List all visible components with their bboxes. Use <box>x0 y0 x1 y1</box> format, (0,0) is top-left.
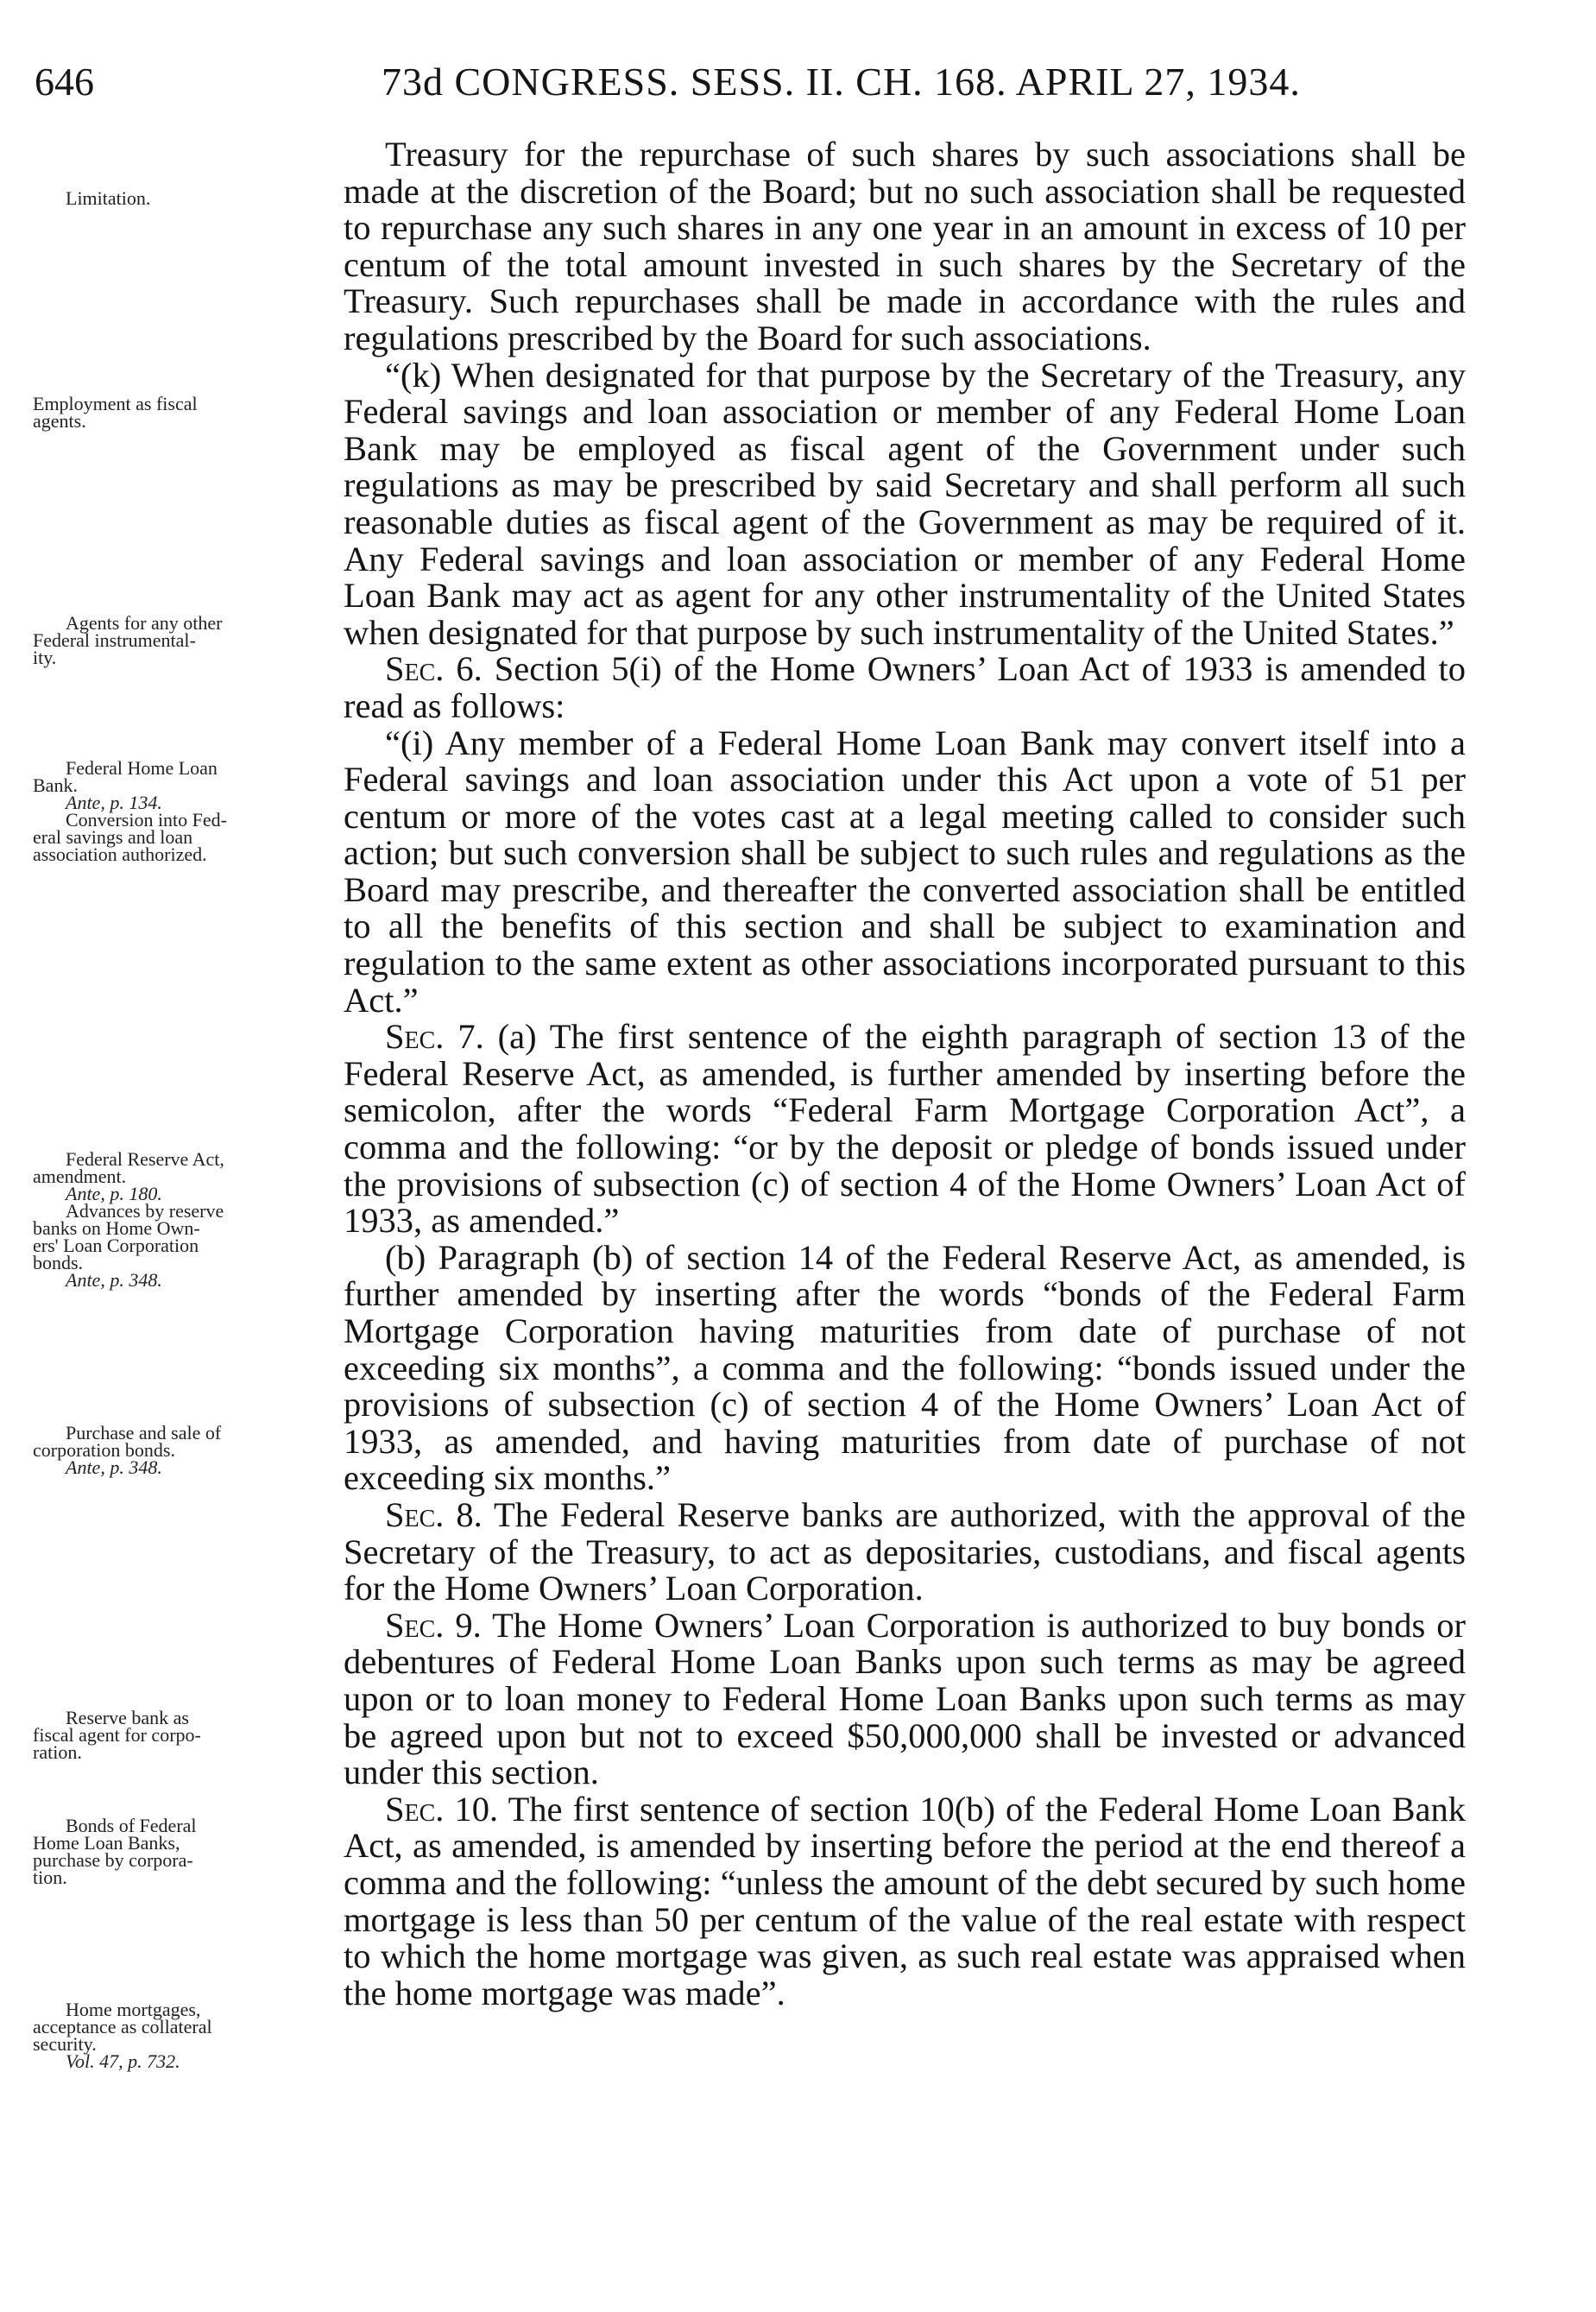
page-number: 646 <box>35 60 94 104</box>
section-label: Sec. 6. <box>385 649 483 689</box>
paragraph-repurchase: Treasury for the repurchase of such shares by such associations shall be made at the discretion of the Board; but no such association shall be requested to repurchase any such shares in any one year in an amount in excess of 10 per centum of the total amount invested in such shares by the Secretary of the Treasury. Such repurchases shall be made in accordance with the rules and regulations prescribed by the Board for such associations. <box>344 135 1466 357</box>
paragraph-b-section-14: (b) Paragraph (b) of section 14 of the Federal Reserve Act, as amended, is further amended by inserting after the words “bonds of the Federal Farm Mortgage Corporation having maturities from date of purchase of not exceeding six months”, a comma and the following: “bonds issued under the provisions of subsection (c) of section 4 of the Home Owners’ Loan Act of 1933, as amended, and having maturities from date of purchase of not exceeding six months.” <box>344 1237 1466 1498</box>
margin-note-fiscal-agents: Employment as fiscal agents. <box>33 393 198 432</box>
section-label: Sec. 8. <box>385 1494 483 1534</box>
statute-text <box>344 136 1466 2012</box>
margin-note-purchase: Purchase and sale of corporation bonds. Ante, p. 348. <box>33 1422 222 1478</box>
margin-note-limitation: Limitation. <box>66 187 151 209</box>
section-7: Sec. 7. (a) The first sentence of the eighth paragraph of section 13 of the Federal Reserve Act, as amended, is further amended by inserting before the semicolon, after the words “Federal Farm Mortgage Corporation Act”, a comma and the following: “or by the deposit or pledge of bonds issued under the provisions of subsection (c) of section 4 of the Home Owners’ Loan Act of 1933, as amended.” <box>344 1017 1467 1241</box>
margin-note-bonds: Bonds of Federal Home Loan Banks, purchase by corpora- tion. <box>33 1815 197 1888</box>
section-8: Sec. 8. The Federal Reserve banks are authorized, with the approval of the Secretary of the Treasury, to act as depositaries, custodians, and fiscal agents for the Home Owners’ Loan Corporation. <box>344 1494 1466 1608</box>
margin-note-mortgages: Home mortgages, acceptance as collateral security. Vol. 47, p. 732. <box>33 1999 212 2072</box>
margin-note-agents-other: Agents for any other Federal instrumental- ity. <box>33 612 223 668</box>
section-6: Sec. 6. Section 5(i) of the Home Owners’ Loan Act of 1933 is amended to read as follows: <box>344 649 1466 725</box>
margin-note-fhlb: Federal Home Loan Bank. Ante, p. 134. Conversion into Fed- eral savings and loan association authorized. <box>33 757 227 865</box>
margin-note-reserve-bank: Reserve bank as fiscal agent for corpo- ration. <box>33 1707 201 1763</box>
section-label: Sec. 7. <box>385 1017 484 1057</box>
section-label: Sec. 10. <box>385 1789 499 1829</box>
page-header <box>35 52 1459 112</box>
paragraph-i-conversion: “(i) Any member of a Federal Home Loan Bank may convert itself into a Federal savings and loan association under this Act upon a vote of 51 per centum or more of the votes cast at a legal meeting called to consider such action; but such conversion shall be subject to such rules and regulations as the Board may prescribe, and thereafter the converted association shall be entitled to all the benefits of this section and shall be subject to examination and regulation to the same extent as other associations incorporated pursuant to this Act.” <box>344 723 1466 1020</box>
section-10: Sec. 10. The first sentence of section 10(b) of the Federal Home Loan Bank Act, as amended, is amended by inserting before the period at the end thereof a comma and the following: “unless the amount of the debt secured by such home mortgage is less than 50 per centum of the value of the real estate with respect to which the home mortgage was given, as such real estate was appraised when the home mortgage was made”. <box>344 1789 1466 2012</box>
margin-note-fra: Federal Reserve Act, amendment. Ante, p. 180. Advances by reserve banks on Home Own- ers' Loan Corporation bonds. Ante, p. 348. <box>33 1148 224 1291</box>
section-9: Sec. 9. The Home Owners’ Loan Corporation is authorized to buy bonds or debentures of Federal Home Loan Banks upon such terms as may be agreed upon or to loan money to Federal Home Loan Banks upon such terms as may be agreed upon but not to exceed $50,000,000 shall be invested or advanced under this section. <box>344 1605 1466 1792</box>
section-label: Sec. 9. <box>385 1605 482 1645</box>
paragraph-k-fiscal-agent: “(k) When designated for that purpose by the Secretary of the Treasury, any Federal savings and loan association or member of any Federal Home Loan Bank may be employed as fiscal agent of the Government under such regulations as may be prescribed by said Secretary and shall perform all such reasonable duties as fiscal agent of the Government as may be required of it. Any Federal savings and loan association or member of any Federal Home Loan Bank may act as agent for any other instrumentality of the United States when designated for that purpose by such instrumentality of the United States.” <box>344 355 1466 652</box>
running-head: 73d CONGRESS. SESS. II. CH. 168. APRIL 27, 1934. <box>382 60 1301 104</box>
